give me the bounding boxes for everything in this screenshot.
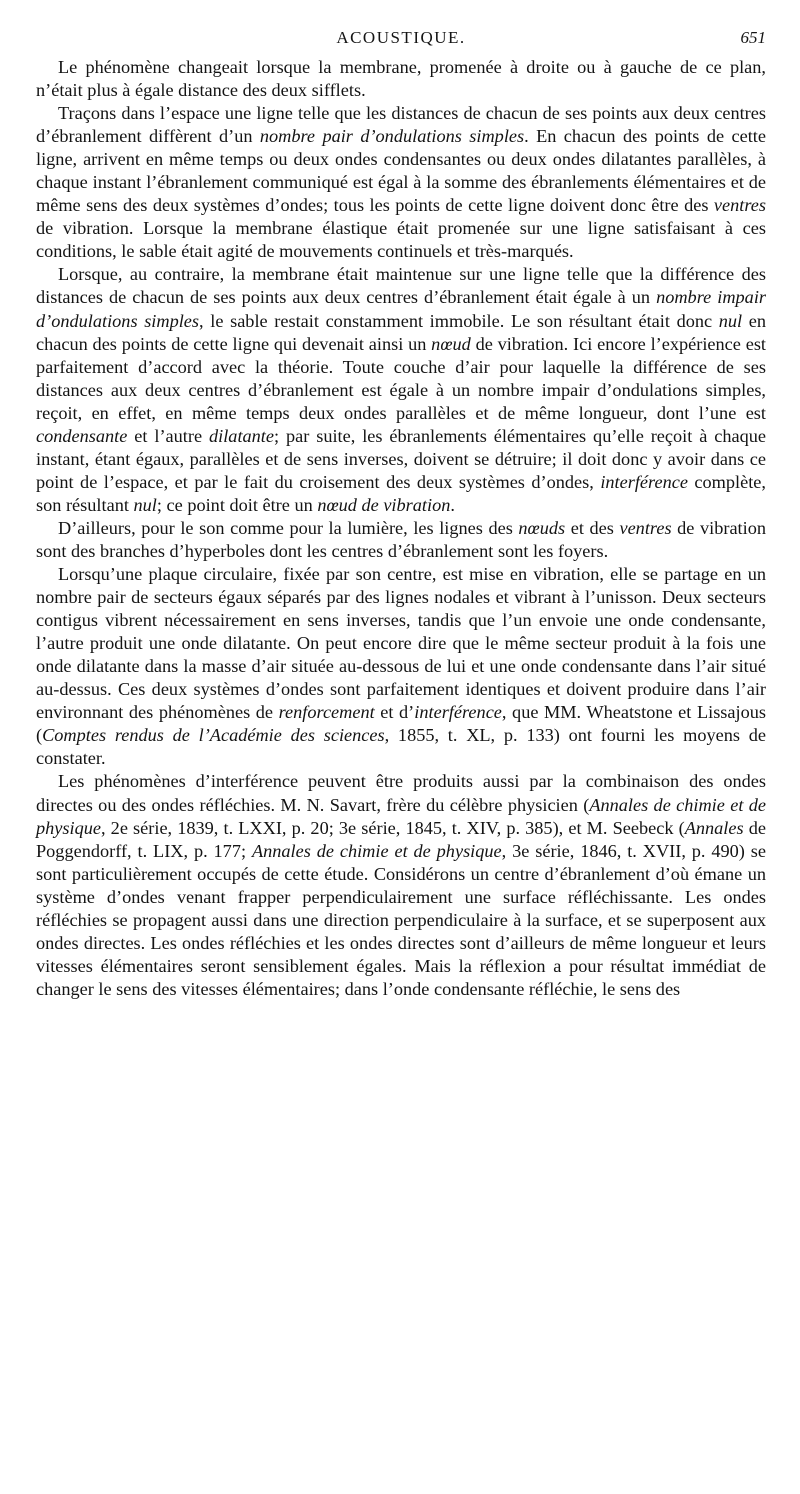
italic-text: Annales de chimie et de physique — [36, 794, 766, 838]
paragraph — [36, 56, 766, 102]
page-number: 651 — [740, 28, 766, 47]
italic-text: nul — [718, 310, 743, 331]
italic-text: interférence — [414, 702, 502, 723]
text-run: de vibration sont des branches d’hyperboles dont les centres d’ébranlement sont les foyers. — [36, 517, 766, 561]
italic-text: renforcement — [278, 702, 375, 723]
text-run: Les phénomènes d’interférence peuvent être produits aussi par la combinaison des ondes directes ou des ondes réfléchies. M. N. Savart, frère du célèbre physicien ( — [36, 771, 766, 815]
italic-text: interférence — [600, 471, 688, 492]
text-run: en chacun des points de cette ligne qui devenait ainsi un — [36, 310, 766, 354]
text-run: , 1855, t. XL, p. 133) ont fourni les moyens de constater. — [36, 725, 766, 769]
body-text — [36, 56, 766, 1001]
italic-text: nœuds — [518, 517, 566, 538]
paragraph — [36, 102, 766, 263]
text-run: et d’ — [374, 702, 415, 723]
running-title: ACOUSTIQUE. — [336, 28, 466, 47]
book-page — [36, 26, 766, 1001]
italic-text: nombre impair d’ondulations simples — [36, 287, 767, 331]
paragraph — [36, 770, 766, 1000]
text-run: , 3e série, 1846, t. XVII, p. 490) se sont particulièrement occupés de cette étude. Considérons un centre d’ébranlement d’où émane un système d’ondes venant frapper perpendiculairement une surface réfléchissante. Les ondes réfléchies se propagent aussi dans une direction perpendiculaire à la surface, et se superposent aux ondes directes. Les ondes réfléchies et les ondes directes sont d’ailleurs de même longueur et leurs vitesses élémentaires seront sensiblement égales. Mais la réflexion a pour résultat immédiat de changer le sens des vitesses élémentaires; dans l’onde condensante réfléchie, le sens des — [36, 840, 766, 999]
text-run: , 2e série, 1839, t. LXXI, p. 20; 3e série, 1845, t. XIV, p. 385), et M. Seebeck ( — [100, 817, 685, 838]
italic-text: Annales de chimie et de physique — [251, 840, 502, 861]
text-run: D’ailleurs, pour le son comme pour la lumière, les lignes des — [58, 517, 519, 538]
paragraph — [36, 517, 766, 563]
text-run: et des — [565, 517, 620, 538]
running-head — [36, 26, 766, 56]
italic-text: nœud — [431, 333, 471, 354]
paragraph — [36, 263, 766, 517]
italic-text: Annales — [684, 817, 744, 838]
text-run: ; ce point doit être un — [156, 494, 318, 515]
text-run: , le sable restait constamment immobile. Le son résultant était donc — [199, 310, 719, 331]
text-run: , que MM. Wheatstone et Lissajous ( — [36, 702, 767, 746]
italic-text: dilatante — [209, 425, 274, 446]
paragraph — [36, 563, 766, 770]
italic-text: condensante — [36, 425, 128, 446]
text-run: et l’autre — [127, 425, 209, 446]
italic-text: ventres — [619, 517, 672, 538]
italic-text: nœud de vibration — [317, 494, 451, 515]
text-run: de vibration. Lorsque la membrane élastique était promenée sur une ligne satisfaisant à ces conditions, le sable était agité de mouvements continuels et très-marqués. — [36, 218, 766, 262]
italic-text: ventres — [713, 195, 766, 216]
text-run: ; par suite, les ébranlements élémentaires qu’elle reçoit à chaque instant, étant égaux, parallèles et de sens inverses, doivent se détruire; il doit donc y avoir dans ce point de l’espace, et par le fait du croisement des deux systèmes d’ondes, — [36, 425, 767, 492]
italic-text: nombre pair d’ondulations simples — [259, 126, 525, 147]
text-run: Traçons dans l’espace une ligne telle que les distances de chacun de ses points aux deux centres d’ébranlement diffèrent d’un — [36, 103, 766, 147]
text-run: Le phénomène changeait lorsque la membrane, promenée à droite ou à gauche de ce plan, n’était plus à égale distance des deux sifflets. — [36, 57, 766, 101]
text-run: de Poggendorff, t. LIX, p. 177; — [36, 817, 766, 861]
text-run: complète, son résultant — [36, 471, 766, 515]
italic-text: nul — [133, 494, 157, 515]
text-run: de vibration. Ici encore l’expérience est parfaitement d’accord avec la théorie. Toute couche d’air pour laquelle la différence de ses distances aux deux centres d’ébranlement est égale à un nombre impair d’ondulations simples, reçoit, en effet, en même temps deux ondes parallèles et de même longueur, dont l’une est — [36, 333, 767, 423]
italic-text: Comptes rendus de l’Académie des sciences — [42, 725, 385, 746]
text-run: Lorsqu’une plaque circulaire, fixée par son centre, est mise en vibration, elle se partage en un nombre pair de secteurs égaux séparés par des lignes nodales et vibrant à l’unisson. Deux secteurs contigus vibrent nécessairement en sens inverses, tandis que l’un envoie une onde condensante, l’autre produit une onde dilatante. On peut encore dire que le même secteur produit à la fois une onde dilatante dans la masse d’air située au-dessous de lui et une onde condensante dans l’air situé au-dessus. Ces deux systèmes d’ondes sont parfaitement identiques et doivent produire dans l’air environnant des phénomènes de — [36, 564, 766, 723]
text-run: . — [450, 494, 455, 515]
text-run: . En chacun des points de cette ligne, arrivent en même temps ou deux ondes condensantes ou deux ondes dilatantes parallèles, à chaque instant l’ébranlement communiqué est égal à la somme des ébranlements élémentaires et de même sens des deux systèmes d’ondes; tous les points de cette ligne doivent donc être des — [36, 126, 766, 216]
text-run: Lorsque, au contraire, la membrane était maintenue sur une ligne telle que la différence des distances de chacun de ses points aux deux centres d’ébranlement était égale à un — [36, 264, 766, 308]
